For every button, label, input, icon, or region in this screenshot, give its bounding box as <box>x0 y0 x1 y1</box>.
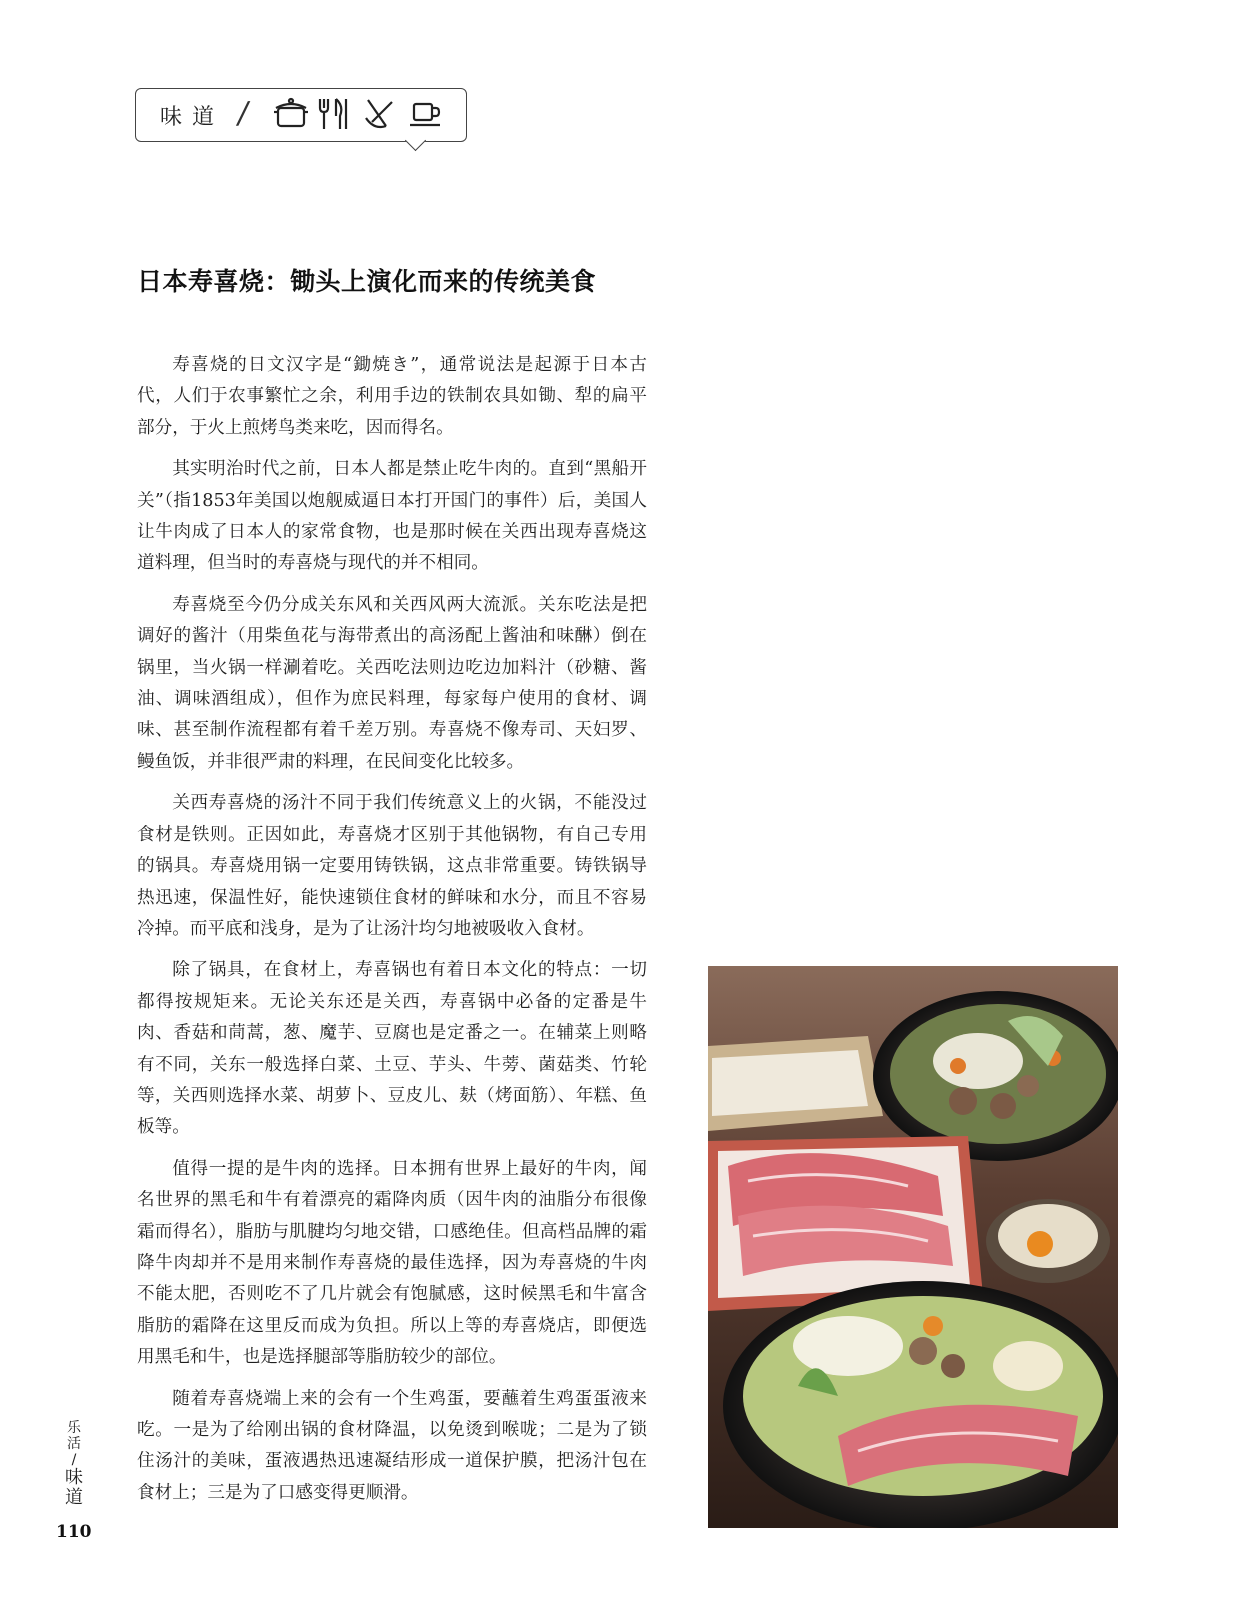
sukiyaki-photo <box>708 966 1118 1528</box>
column-label-divider: / <box>71 1452 77 1468</box>
article-body <box>137 350 647 1519</box>
paragraph: 随着寿喜烧端上来的会有一个生鸡蛋，要蘸着生鸡蛋蛋液来吃。一是为了给刚出锅的食材降温，以免烫到喉咙；二是为了锁住汤汁的美味，蛋液遇热迅速凝结形成一道保护膜，把汤汁包在食材上；三是为了口感变得更顺滑。 <box>137 1388 647 1503</box>
column-label <box>64 1420 84 1508</box>
header-divider: / <box>234 96 252 131</box>
fork-knife-icon <box>316 96 350 132</box>
paragraph: 值得一提的是牛肉的选择。日本拥有世界上最好的牛肉，闻名世界的黑毛和牛有着漂亮的霜降肉质（因牛肉的油脂分布很像霜而得名），脂肪与肌腱均匀地交错，口感绝佳。但高档品牌的霜降牛肉却并不是用来制作寿喜烧的最佳选择，因为寿喜烧的牛肉不能太肥，否则吃不了几片就会有饱腻感，这时候黑毛和牛富含脂肪的霜降在这里反而成为负担。所以上等的寿喜烧店，即便选用黑毛和牛，也是选择腿部等脂肪较少的部位。 <box>137 1158 647 1368</box>
paragraph: 寿喜烧的日文汉字是“鋤焼き”，通常说法是起源于日本古代，人们于农事繁忙之余，利用手边的铁制农具如锄、犁的扁平部分，于火上煎烤鸟类来吃，因而得名。 <box>137 355 647 438</box>
section-label: 味道 <box>160 105 225 130</box>
cup-icon <box>408 96 444 132</box>
chopsticks-icon <box>362 96 398 132</box>
pot-icon <box>272 96 310 132</box>
column-label-top: 乐 活 <box>67 1420 81 1452</box>
paragraph: 寿喜烧至今仍分成关东风和关西风两大流派。关东吃法是把调好的酱汁（用柴鱼花与海带煮出的高汤配上酱油和味醂）倒在锅里，当火锅一样涮着吃。关西吃法则边吃边加料汁（砂糖、酱油、调味酒组成），但作为庶民料理，每家每户使用的食材、调味、甚至制作流程都有着千差万别。寿喜烧不像寿司、天妇罗、鳗鱼饭，并非很严肃的料理，在民间变化比较多。 <box>137 594 647 772</box>
paragraph: 其实明治时代之前，日本人都是禁止吃牛肉的。直到“黑船开关”（指1853年美国以炮舰威逼日本打开国门的事件）后，美国人让牛肉成了日本人的家常食物，也是那时候在关西出现寿喜烧这道料理，但当时的寿喜烧与现代的并不相同。 <box>137 459 647 574</box>
page-number: 110 <box>56 1522 92 1542</box>
article-title: 日本寿喜烧：锄头上演化而来的传统美食 <box>137 267 597 296</box>
paragraph: 除了锅具，在食材上，寿喜锅也有着日本文化的特点：一切都得按规矩来。无论关东还是关西，寿喜锅中必备的定番是牛肉、香菇和茼蒿，葱、魔芋、豆腐也是定番之一。在辅菜上则略有不同，关东一般选择白菜、土豆、芋头、牛蒡、菌菇类、竹轮等，关西则选择水菜、胡萝卜、豆皮儿、麸（烤面筋）、年糕、鱼板等。 <box>137 960 647 1138</box>
paragraph: 关西寿喜烧的汤汁不同于我们传统意义上的火锅，不能没过食材是铁则。正因如此，寿喜烧才区别于其他锅物，有自己专用的锅具。寿喜烧用锅一定要用铸铁锅，这点非常重要。铸铁锅导热迅速，保温性好，能快速锁住食材的鲜味和水分，而且不容易冷掉。而平底和浅身，是为了让汤汁均匀地被吸收入食材。 <box>137 793 647 939</box>
column-label-bottom: 味 道 <box>65 1467 83 1508</box>
